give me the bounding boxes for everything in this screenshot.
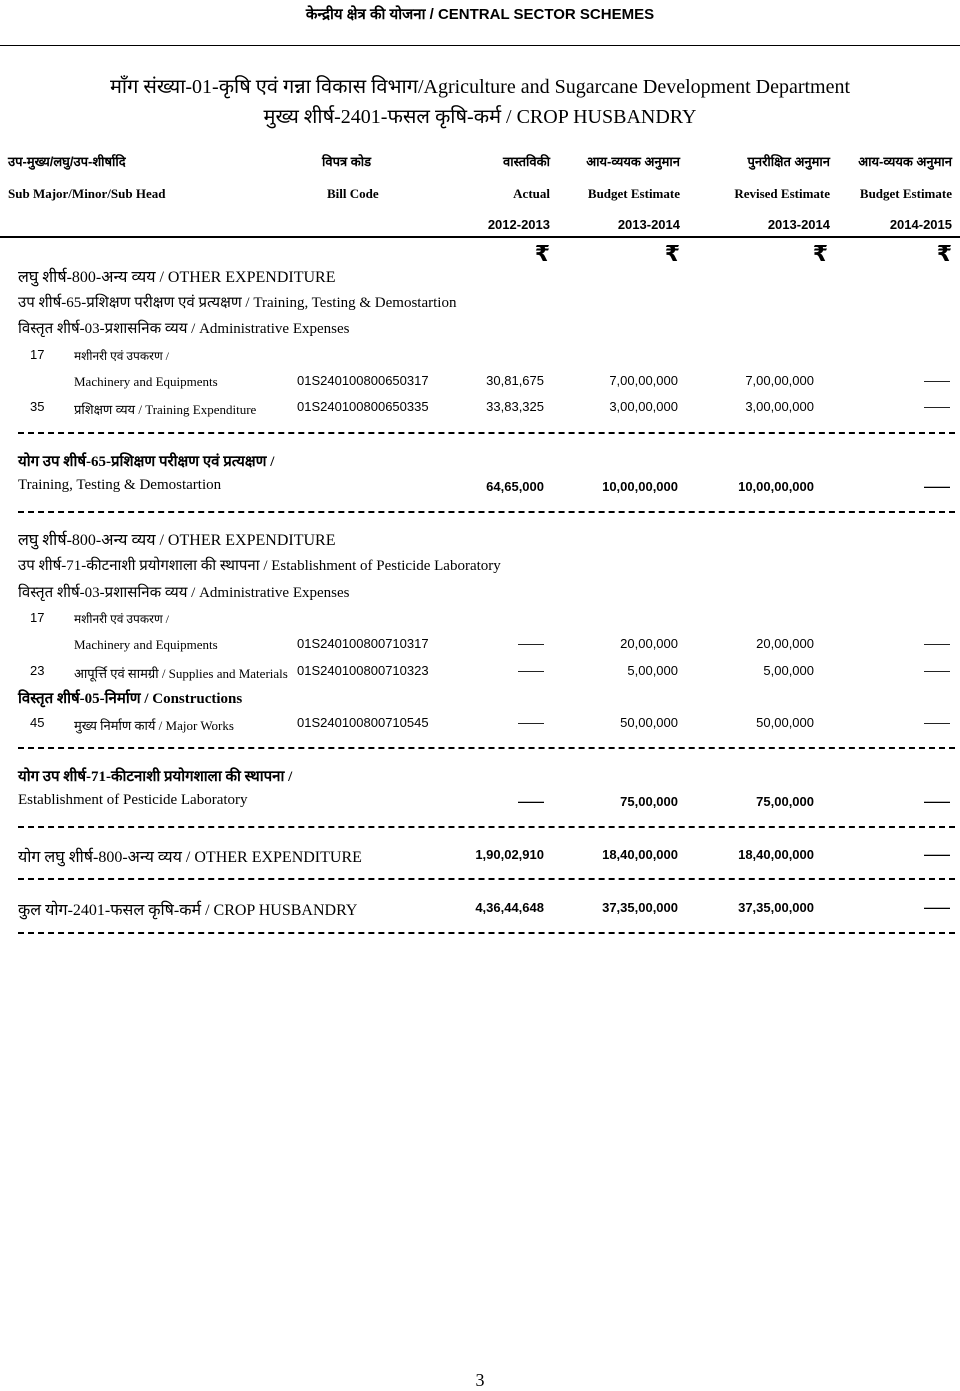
block1-minor-head: लघु शीर्ष-800-अन्य व्यय / OTHER EXPENDITURE — [18, 269, 336, 286]
row-code: 45 — [30, 715, 45, 730]
row-be2: —— — [924, 715, 950, 730]
subtotal-re: 75,00,000 — [756, 794, 814, 809]
row-re: 3,00,00,000 — [745, 399, 814, 414]
row-be1: 7,00,00,000 — [609, 373, 678, 388]
col-actual-hindi: वास्तविकी — [502, 154, 550, 169]
row-code: 17 — [30, 610, 45, 625]
row-re: 5,00,000 — [763, 663, 814, 678]
row-be2: —— — [924, 373, 950, 388]
row-actual: 33,83,325 — [486, 399, 544, 414]
row-be2: —— — [924, 663, 950, 678]
col-be2-year: 2014-2015 — [889, 217, 952, 232]
minor-total-actual: 1,90,02,910 — [475, 847, 544, 862]
row-actual: —— — [518, 663, 544, 678]
row-be2: —— — [924, 636, 950, 651]
column-header-rule — [0, 236, 960, 238]
grand-total-be2: —— — [924, 900, 950, 915]
subtotal-label: Establishment of Pesticide Laboratory — [18, 792, 248, 808]
minor-head-total-label: योग लघु शीर्ष-800-अन्य व्यय / OTHER EXPENDITURE — [18, 849, 362, 866]
major-head-title: मुख्य शीर्ष-2401-फसल कृषि-कर्म / CROP HUSBANDRY — [263, 106, 697, 128]
col-actual-english: Actual — [513, 186, 550, 201]
row-re: 50,00,000 — [756, 715, 814, 730]
dashed-divider — [18, 747, 955, 749]
col-be1-english: Budget Estimate — [587, 186, 680, 201]
row-re: 20,00,000 — [756, 636, 814, 651]
row-be1: 50,00,000 — [620, 715, 678, 730]
row-actual: —— — [518, 636, 544, 651]
dashed-divider — [18, 878, 955, 880]
subtotal-label-hindi: योग उप शीर्ष-71-कीटनाशी प्रयोगशाला की स्थापना / — [18, 769, 293, 785]
col-be1-year: 2013-2014 — [617, 217, 680, 232]
row-bill-code: 01S240100800710317 — [297, 636, 429, 651]
block2-detail-head: विस्तृत शीर्ष-03-प्रशासनिक व्यय / Administrative Expenses — [18, 585, 350, 601]
row-desc: प्रशिक्षण व्यय / Training Expenditure — [74, 402, 257, 417]
subtotal-be2: —— — [924, 479, 950, 494]
rupee-be1: ₹ — [664, 242, 680, 267]
row-be1: 3,00,00,000 — [609, 399, 678, 414]
grand-total-re: 37,35,00,000 — [738, 900, 814, 915]
row-desc: आपूर्त्ति एवं सामग्री / Supplies and Materials — [74, 666, 288, 681]
col-be2-english: Budget Estimate — [859, 186, 952, 201]
row-re: 7,00,00,000 — [745, 373, 814, 388]
row-code: 35 — [30, 399, 45, 414]
block1-sub-head: उप शीर्ष-65-प्रशिक्षण परीक्षण एवं प्रत्यक्षण / Training, Testing & Demostartion — [18, 295, 457, 311]
subtotal-be1: 75,00,000 — [620, 794, 678, 809]
col-be1-hindi: आय-व्ययक अनुमान — [586, 154, 680, 169]
rupee-actual: ₹ — [534, 242, 550, 267]
col-bill-english: Bill Code — [327, 186, 379, 201]
demand-title: माँग संख्या-01-कृषि एवं गन्ना विकास विभाग/Agriculture and Sugarcane Development Department — [109, 76, 851, 98]
row-desc: मुख्य निर्माण कार्य / Major Works — [74, 718, 234, 733]
col-re-year: 2013-2014 — [767, 217, 830, 232]
row-code: 23 — [30, 663, 45, 678]
row-desc-hindi: मशीनरी एवं उपकरण / — [74, 349, 169, 363]
dashed-divider — [18, 932, 955, 934]
page-header-title: केन्द्रीय क्षेत्र की योजना / CENTRAL SECTOR SCHEMES — [305, 6, 655, 23]
col-bill-hindi: विपत्र कोड — [322, 154, 372, 169]
row-be2: —— — [924, 399, 950, 414]
rupee-be2: ₹ — [936, 242, 952, 267]
col-actual-year: 2012-2013 — [487, 217, 550, 232]
page-number: 3 — [475, 1370, 485, 1390]
subtotal-be2: —— — [924, 794, 950, 809]
row-bill-code: 01S240100800710545 — [297, 715, 429, 730]
col-be2-hindi: आय-व्ययक अनुमान — [858, 154, 952, 169]
grand-total-actual: 4,36,44,648 — [475, 900, 544, 915]
subtotal-actual: —— — [518, 794, 544, 809]
grand-total-be1: 37,35,00,000 — [602, 900, 678, 915]
row-actual: —— — [518, 715, 544, 730]
block2-minor-head: लघु शीर्ष-800-अन्य व्यय / OTHER EXPENDITURE — [18, 532, 336, 549]
row-be1: 20,00,000 — [620, 636, 678, 651]
subtotal-be1: 10,00,00,000 — [602, 479, 678, 494]
subtotal-label: Training, Testing & Demostartion — [18, 477, 222, 493]
row-bill-code: 01S240100800710323 — [297, 663, 429, 678]
rupee-re: ₹ — [812, 242, 828, 267]
row-desc-hindi: मशीनरी एवं उपकरण / — [74, 612, 169, 626]
col-head-hindi: उप-मुख्य/लघु/उप-शीर्षादि — [8, 154, 126, 169]
col-head-english: Sub Major/Minor/Sub Head — [8, 186, 166, 201]
dashed-divider — [18, 432, 955, 434]
subtotal-re: 10,00,00,000 — [738, 479, 814, 494]
col-re-english: Revised Estimate — [734, 186, 830, 201]
block2-detail-head-constructions: विस्तृत शीर्ष-05-निर्माण / Constructions — [18, 691, 243, 707]
row-code: 17 — [30, 347, 45, 362]
row-be1: 5,00,000 — [627, 663, 678, 678]
subtotal-label-hindi: योग उप शीर्ष-65-प्रशिक्षण परीक्षण एवं प्रत्यक्षण / — [18, 454, 275, 470]
minor-total-re: 18,40,00,000 — [738, 847, 814, 862]
row-desc: Machinery and Equipments — [74, 374, 218, 389]
block2-sub-head: उप शीर्ष-71-कीटनाशी प्रयोगशाला की स्थापना / Establishment of Pesticide Laboratory — [18, 558, 501, 574]
header-rule — [0, 45, 960, 46]
subtotal-actual: 64,65,000 — [486, 479, 544, 494]
row-bill-code: 01S240100800650335 — [297, 399, 429, 414]
dashed-divider — [18, 511, 955, 513]
grand-total-label: कुल योग-2401-फसल कृषि-कर्म / CROP HUSBANDRY — [18, 902, 358, 919]
col-re-hindi: पुनरीक्षित अनुमान — [747, 154, 830, 169]
row-desc: Machinery and Equipments — [74, 637, 218, 652]
dashed-divider — [18, 826, 955, 828]
block1-detail-head: विस्तृत शीर्ष-03-प्रशासनिक व्यय / Administrative Expenses — [18, 321, 350, 337]
minor-total-be1: 18,40,00,000 — [602, 847, 678, 862]
row-actual: 30,81,675 — [486, 373, 544, 388]
minor-total-be2: —— — [924, 847, 950, 862]
row-bill-code: 01S240100800650317 — [297, 373, 429, 388]
